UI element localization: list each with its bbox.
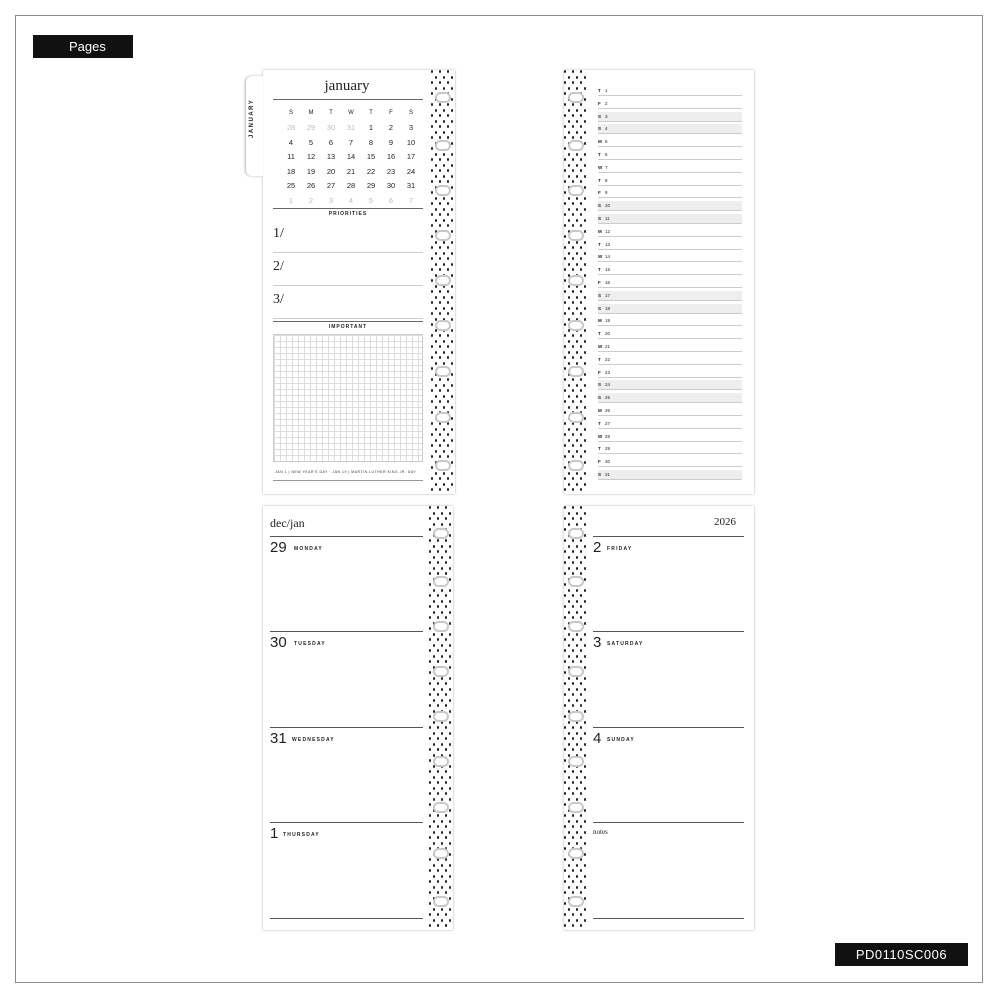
day-name: MONDAY [294,546,323,552]
day-number: 21 [605,344,611,349]
day-letter: F [598,190,601,196]
day-row[interactable] [598,265,742,275]
binder-disc [568,528,584,539]
day-letter: S [598,382,602,388]
day-number: 15 [605,267,611,273]
week-row [281,164,421,179]
date-cell[interactable]: 13 [326,152,336,162]
month-title: january [324,78,370,94]
binder-disc [568,185,584,196]
important-heading: IMPORTANT [328,324,368,330]
day-number: 31 [270,730,287,747]
day-letter: F [598,280,601,285]
date-cell[interactable]: 20 [326,166,336,176]
day-row[interactable] [598,291,742,301]
date-cell[interactable]: 2 [308,195,314,205]
binder-disc [568,92,584,103]
day-row[interactable] [598,137,742,147]
day-number: 17 [605,292,611,298]
day-number: 18 [605,305,611,311]
month-tab[interactable] [246,76,263,176]
date-cell[interactable]: 31 [406,181,416,191]
day-number: 22 [605,356,611,362]
bottom-rule [270,918,423,919]
day-row[interactable] [598,176,742,186]
day-number: 5 [605,139,608,145]
day-letter: T [598,356,601,362]
day-row[interactable] [598,380,742,390]
binder-disc [433,666,449,677]
day-row[interactable] [598,188,742,198]
day-number: 2 [593,539,602,556]
day-row[interactable] [598,99,742,109]
day-letter: S [598,203,602,209]
day-number: 14 [605,254,611,260]
date-cell[interactable]: 5 [308,137,314,147]
month-grid [281,106,421,208]
monthly-calendar-page [249,70,455,494]
day-row[interactable] [598,316,742,326]
binder-disc [433,576,449,587]
date-cell[interactable]: 3 [328,195,334,205]
day-number: 7 [605,164,608,170]
day-number: 26 [605,408,611,413]
binder-disc [568,275,584,286]
day-letter: M [598,139,602,145]
priority-number: 1/ [273,226,284,241]
date-cell[interactable]: 7 [408,195,414,205]
binder-disc [568,140,584,151]
day-number: 4 [593,730,602,747]
day-number: 3 [593,634,602,651]
priorities-rule [273,208,423,209]
day-row[interactable] [598,112,742,122]
day-number: 30 [270,634,287,651]
footer-rule [273,480,423,481]
week-title: dec/jan [270,516,305,530]
day-row[interactable] [598,329,742,339]
day-name: SATURDAY [607,641,644,647]
binder-disc [568,756,584,767]
week-row [281,135,421,150]
day-block[interactable] [270,727,423,823]
day-number: 2 [605,100,608,106]
date-cell[interactable]: 12 [306,152,316,162]
date-cell[interactable]: 29 [306,123,316,133]
day-block[interactable] [593,631,744,727]
date-cell[interactable]: 28 [286,123,296,133]
binder-disc [568,412,584,423]
binder-disc [433,621,449,632]
binder-disc [568,460,584,471]
date-cell[interactable]: 1 [288,195,294,205]
day-row[interactable] [598,201,742,211]
day-letter: S [598,305,602,311]
date-cell[interactable]: 7 [348,137,354,147]
binder-disc [568,802,584,813]
priority-line-3[interactable] [273,288,423,319]
day-number: 12 [605,228,611,234]
day-block[interactable] [270,822,423,918]
weekday-header: W [348,110,354,117]
date-cell[interactable]: 6 [328,137,334,147]
day-row[interactable] [598,304,742,314]
day-letter: S [598,292,602,298]
day-number: 11 [605,216,610,221]
date-cell[interactable]: 4 [348,195,354,205]
day-letter: M [598,408,602,413]
binder-disc [568,230,584,241]
day-letter: F [598,459,601,465]
day-letter: F [598,100,601,106]
binder-disc [435,230,451,241]
day-number: 23 [605,369,611,375]
day-row[interactable] [598,342,742,352]
title-rule [273,99,423,100]
date-cell[interactable]: 17 [406,152,416,162]
binder-disc [433,711,449,722]
day-row[interactable] [598,252,742,262]
day-letter: F [598,369,601,375]
day-row[interactable] [598,163,742,173]
date-cell[interactable]: 21 [346,166,356,176]
day-letter: T [598,241,601,247]
day-row[interactable] [598,457,742,467]
date-cell[interactable]: 19 [306,166,316,176]
date-cell[interactable]: 2 [388,123,394,133]
priority-number: 2/ [273,259,284,274]
binder-disc [568,848,584,859]
binder-disc [435,366,451,377]
day-number: 1 [605,88,608,93]
day-name: WEDNESDAY [292,737,335,743]
binder-disc [435,185,451,196]
important-rule [273,321,423,322]
date-cell[interactable]: 18 [286,166,296,176]
binder-disc [433,848,449,859]
date-cell[interactable]: 6 [388,195,394,205]
weekday-header: T [329,110,333,117]
day-block[interactable] [270,631,423,727]
binder-disc [435,460,451,471]
day-number: 9 [605,190,608,196]
day-number: 13 [605,241,611,247]
day-row[interactable] [598,470,742,480]
important-grid[interactable] [273,334,423,462]
priority-line-1[interactable] [273,222,423,253]
binder-disc [568,576,584,587]
day-letter: T [598,88,601,93]
day-row[interactable] [598,393,742,403]
day-letter: T [598,177,601,183]
day-letter: T [598,446,601,452]
day-letter: S [598,395,602,401]
date-cell[interactable]: 25 [286,181,296,191]
day-number: 20 [605,331,611,337]
outer-frame [15,15,983,983]
day-block[interactable] [593,536,744,632]
day-letter: W [598,433,603,439]
day-number: 24 [605,382,611,388]
weekday-header: T [369,110,373,117]
binder-disc [568,320,584,331]
binder-disc [435,412,451,423]
day-letter: W [598,164,603,170]
date-cell[interactable]: 15 [366,152,376,162]
day-name: FRIDAY [607,546,633,552]
binder-disc [433,528,449,539]
week-row [281,193,421,208]
priority-line-2[interactable] [273,255,423,286]
daily-list-page [564,70,754,494]
day-number: 8 [605,177,608,183]
notes-block[interactable] [593,822,744,918]
binder-disc [433,756,449,767]
day-block[interactable] [270,536,423,632]
priorities-heading: PRIORITIES [328,211,368,217]
weekday-header: M [308,110,314,117]
day-number: 19 [605,318,611,324]
month-tab-label: JANUARY [249,98,255,138]
binder-disc [435,320,451,331]
day-number: 3 [605,113,608,119]
day-row[interactable] [598,86,742,96]
date-cell[interactable]: 27 [326,181,336,191]
bottom-rule [593,918,744,919]
day-number: 31 [605,472,611,477]
day-letter: T [598,267,601,273]
day-row[interactable] [598,355,742,365]
day-row[interactable] [598,227,742,237]
day-name: SUNDAY [607,737,635,743]
date-cell[interactable]: 5 [368,195,374,205]
holiday-note: JAN 1 | NEW YEAR'S DAY · JAN 19 | MARTIN LUTHER KING JR. DAY [275,470,417,474]
week-row [281,150,421,165]
product-code-label: PD0110SC006 [835,943,968,966]
binder-disc [435,140,451,151]
day-name: TUESDAY [294,641,326,647]
day-number: 10 [605,203,611,209]
day-block[interactable] [593,727,744,823]
week-row [281,121,421,136]
day-letter: T [598,331,601,337]
date-cell[interactable]: 14 [346,152,356,162]
binder-disc [435,275,451,286]
day-row[interactable] [598,124,742,134]
date-cell[interactable]: 9 [388,137,394,147]
day-name: THURSDAY [283,832,320,838]
date-cell[interactable]: 29 [366,181,376,191]
date-cell[interactable]: 24 [406,166,416,176]
date-cell[interactable]: 23 [386,166,396,176]
binder-disc [568,366,584,377]
binder-disc [568,896,584,907]
binder-disc [568,666,584,677]
day-number: 27 [605,420,611,426]
day-row[interactable] [598,432,742,442]
date-cell[interactable]: 1 [368,123,374,133]
day-number: 29 [270,539,287,556]
binder-disc [433,802,449,813]
day-number: 6 [605,152,608,157]
date-cell[interactable]: 31 [346,123,356,133]
binder-disc [433,896,449,907]
day-letter: S [598,472,602,477]
date-cell[interactable]: 30 [326,123,336,133]
date-cell[interactable]: 28 [346,181,356,191]
day-row[interactable] [598,150,742,160]
day-letter: M [598,228,602,234]
pages-label: Pages [33,35,133,58]
date-cell[interactable]: 16 [386,152,396,162]
date-cell[interactable]: 22 [366,166,376,176]
day-number: 1 [270,825,279,842]
binder-disc [568,621,584,632]
day-row[interactable] [598,214,742,224]
day-letter: S [598,216,602,221]
day-number: 30 [605,459,611,465]
notes-label: notes [593,828,608,836]
day-row[interactable] [598,419,742,429]
day-letter: W [598,254,603,260]
day-letter: M [598,318,602,324]
day-number: 29 [605,446,611,452]
day-row[interactable] [598,444,742,454]
day-number: 25 [605,395,611,401]
year-label: 2026 [714,516,736,528]
weekly-left-page [263,506,453,930]
day-letter: S [598,113,602,119]
date-cell[interactable]: 4 [288,137,294,147]
day-number: 4 [605,126,608,132]
date-cell[interactable]: 30 [386,181,396,191]
week-row [281,179,421,194]
day-letter: T [598,420,601,426]
priority-number: 3/ [273,292,284,307]
binder-disc [568,711,584,722]
weekday-header: S [408,110,413,117]
day-row[interactable] [598,278,742,288]
day-number: 16 [605,280,611,285]
date-cell[interactable]: 8 [368,137,374,147]
binder-disc [435,92,451,103]
weekday-header: F [389,110,393,117]
date-cell[interactable]: 11 [287,152,295,162]
day-letter: W [598,344,603,349]
date-cell[interactable]: 3 [408,123,414,133]
day-row[interactable] [598,368,742,378]
date-cell[interactable]: 10 [406,137,416,147]
weekly-right-page [564,506,754,930]
day-number: 28 [605,433,611,439]
day-row[interactable] [598,406,742,416]
day-row[interactable] [598,240,742,250]
day-letter: S [598,126,602,132]
weekday-header: S [288,110,293,117]
date-cell[interactable]: 26 [306,181,316,191]
day-letter: T [598,152,601,157]
